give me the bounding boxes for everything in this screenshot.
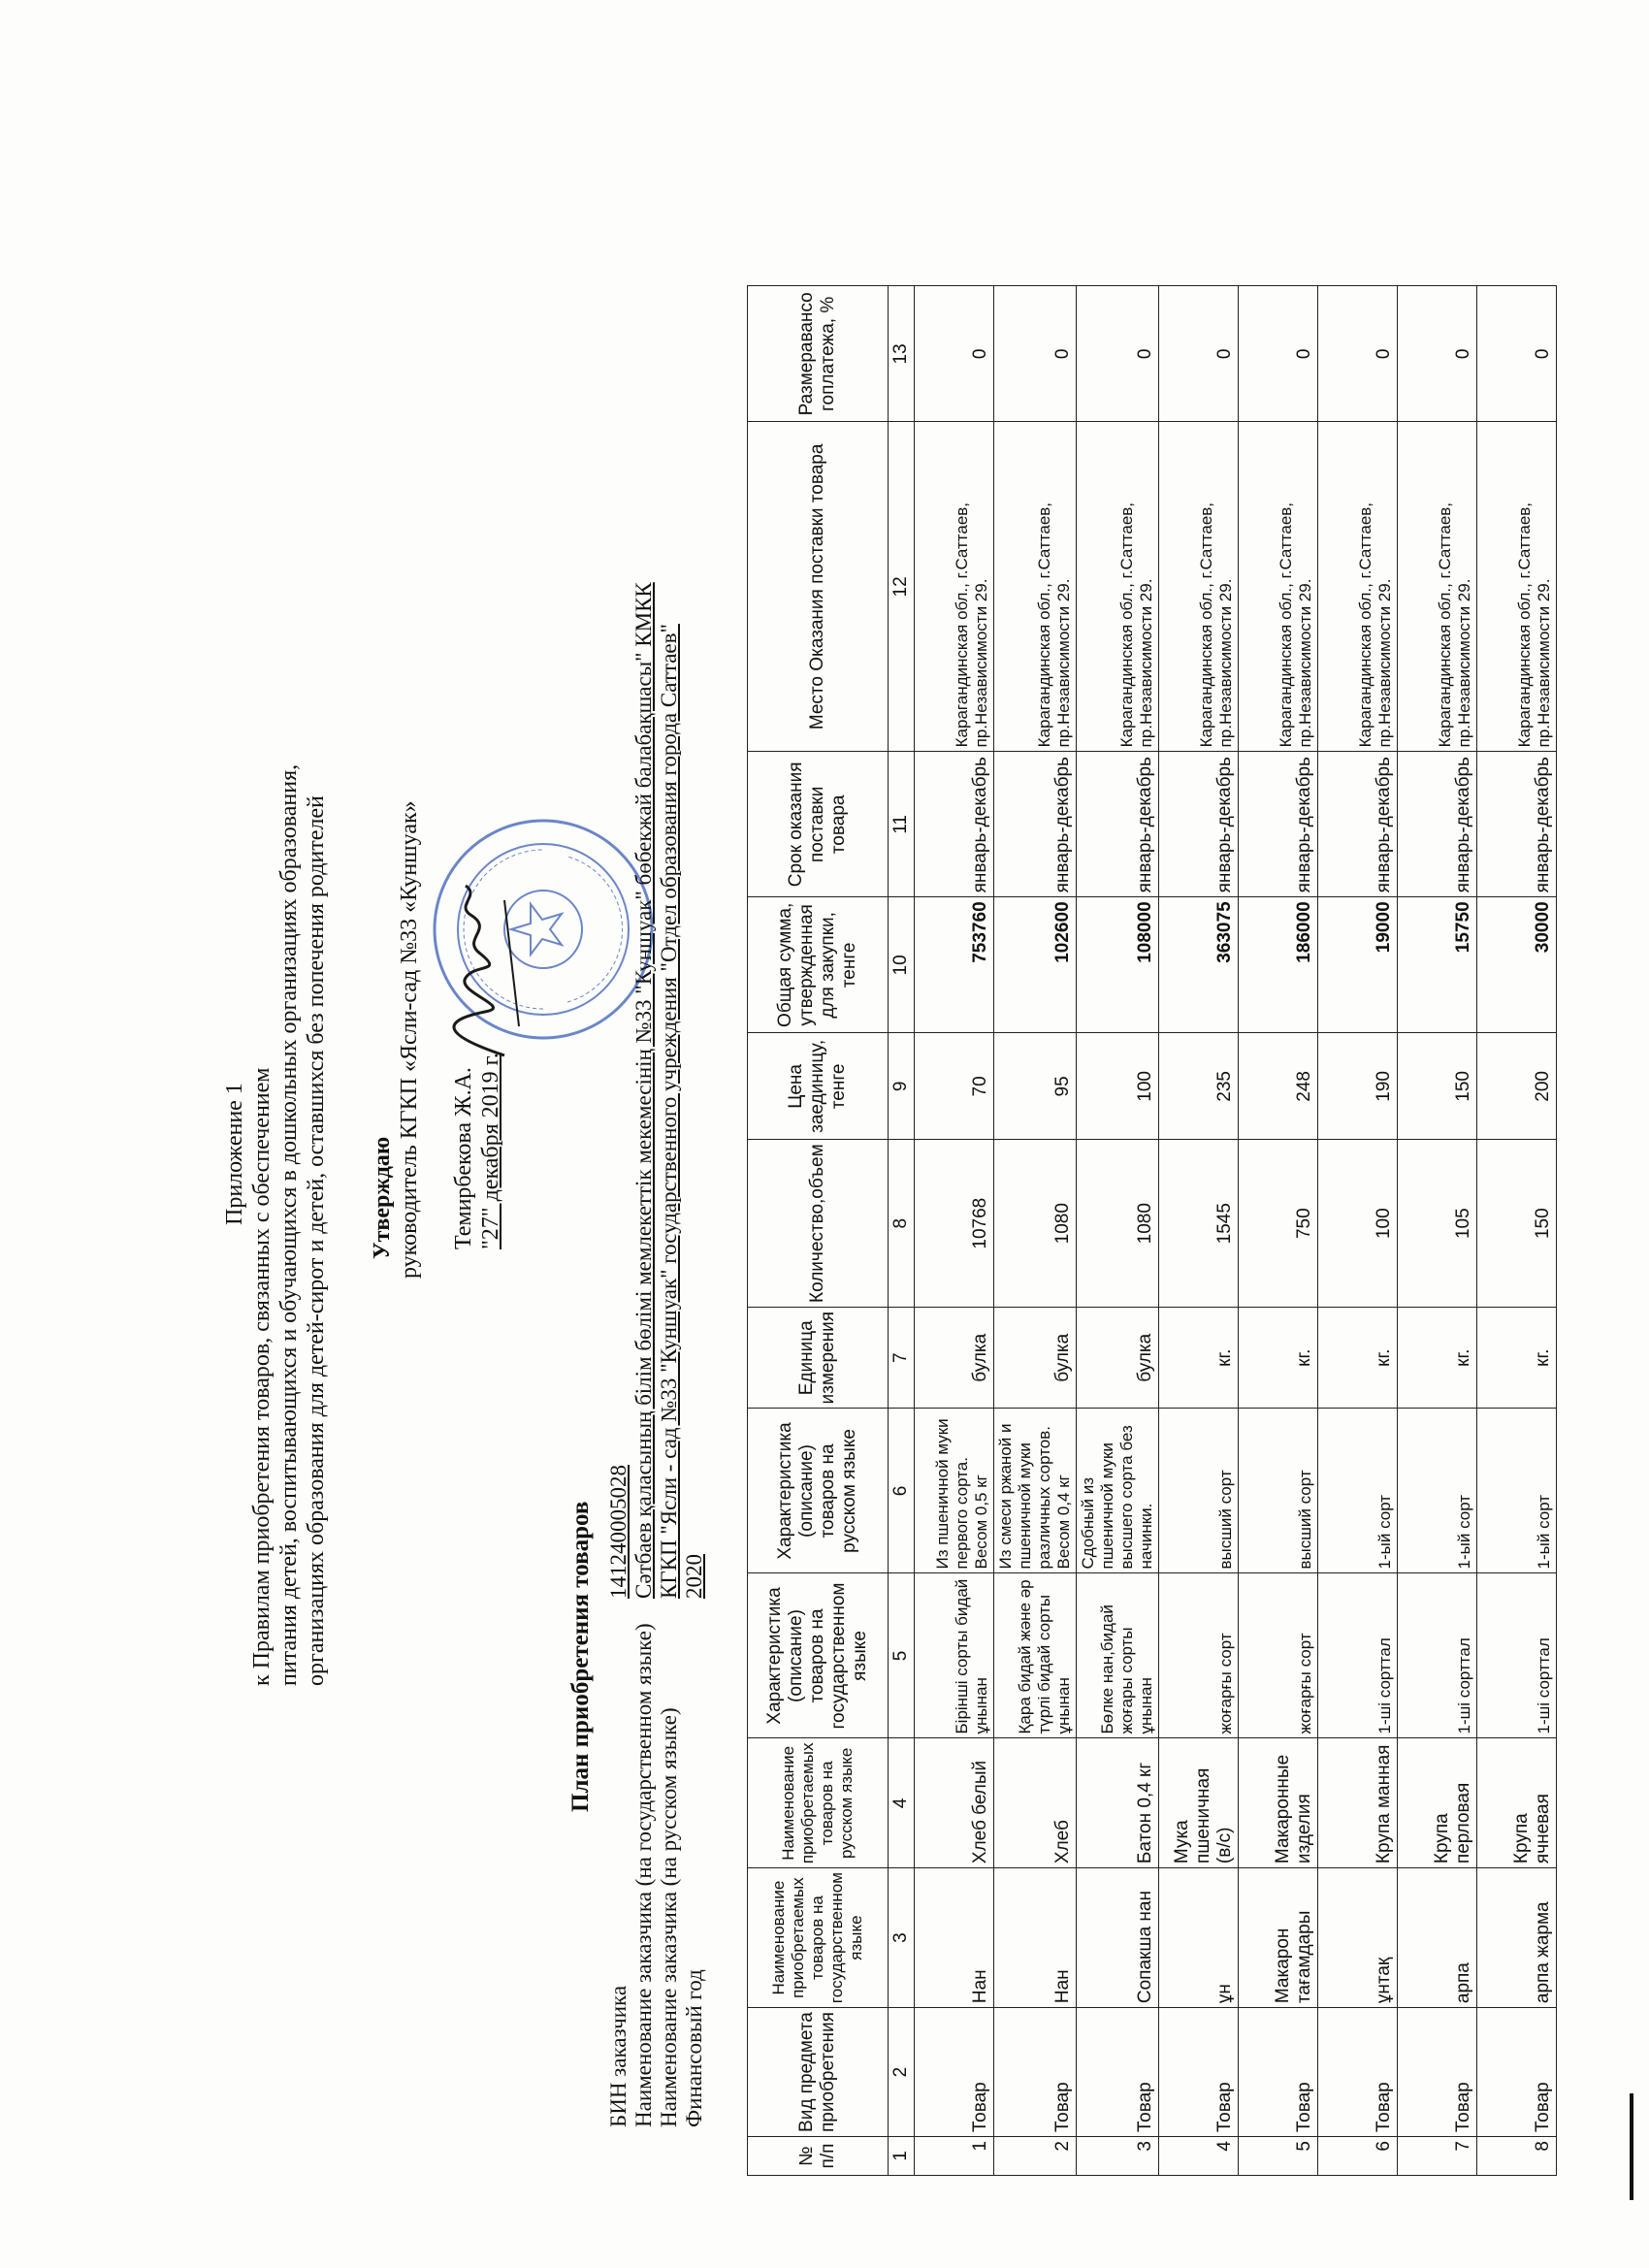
cell-desc-ru: 1-ый сорт [1398,1409,1477,1573]
cell-total: 363075 [1159,897,1239,1033]
col-header: Наименование приобретаемых товаров на русском языке [748,1738,889,1868]
table-row [915,286,994,2176]
cell-term: январь-декабрь [1077,752,1159,897]
cell-term: январь-декабрь [1398,752,1477,897]
cell-place: Карагандинская обл., г.Саттаев, пр.Независимости 29. [1077,422,1159,752]
cell-qty: 1545 [1159,1140,1239,1308]
col-number: 1 [889,2137,915,2176]
table-row [1239,286,1318,2176]
cell-desc-ru: Сдобный из пшеничной муки высшего сорта без начинки. [1077,1409,1159,1573]
cell-kind: Товар [994,2008,1077,2137]
col-number: 3 [889,1868,915,2008]
cell-price: 150 [1398,1033,1477,1140]
cell-name-kz: ұнтақ [1318,1868,1398,2008]
cell-name-ru: Крупа ячневая [1477,1738,1557,1868]
table-row [1477,286,1557,2176]
appendix-line-1: к Правилам приобретения товаров, связанных с обеспечением [249,1067,275,1686]
cell-price: 100 [1077,1033,1159,1140]
col-header: № п/п [748,2137,889,2176]
cell-advance: 0 [1159,286,1239,422]
cell-name-ru: Крупа манная [1318,1738,1398,1868]
cell-term: январь-декабрь [1318,752,1398,897]
cell-advance: 0 [1477,286,1557,422]
cell-desc-ru: высший сорт [1239,1409,1318,1573]
cell-place: Карагандинская обл., г.Саттаев, пр.Независимости 29. [1398,422,1477,752]
meta-value: Сәтбаев қаласының білім бөлімі мемлекеттік мекемесінің №33 "Куншуак" бөбекжай балабақшасы" КМКК [631,582,656,1599]
cell-kind: Товар [1477,2008,1557,2137]
cell-unit: булка [915,1308,994,1409]
cell-desc-kz: Бірінші сорты бидай ұнынан [915,1573,994,1738]
cell-unit: кг. [1477,1308,1557,1409]
table-row [1077,286,1159,2176]
cell-name-ru: Хлеб белый [915,1738,994,1868]
cell-qty: 1080 [994,1140,1077,1308]
cell-n: 3 [1077,2137,1159,2176]
cell-advance: 0 [1077,286,1159,422]
cell-total: 19000 [1318,897,1398,1033]
cell-name-kz: Сопакша нан [1077,1868,1159,2008]
cell-qty: 10768 [915,1140,994,1308]
cell-advance: 0 [915,286,994,422]
col-number: 13 [889,286,915,422]
cell-desc-kz: Бөлке нан,бидай жоғары сорты ұнынан [1077,1573,1159,1738]
cell-name-kz: арпа [1398,1868,1477,2008]
cell-total: 15750 [1398,897,1477,1033]
col-header: Место Оказания поставки товара [748,422,889,752]
meta-label: Наименование заказчика (на государственном языке) [631,1623,656,2127]
col-number: 11 [889,752,915,897]
cell-term: январь-декабрь [1239,752,1318,897]
cell-desc-kz: 1-ші сорттал [1398,1573,1477,1738]
cell-n: 7 [1398,2137,1477,2176]
cell-desc-ru: Из пшеничной муки первого сорта. Весом 0,5 кг [915,1409,994,1573]
cell-name-ru: Мука пшеничная (в/с) [1159,1738,1239,1868]
cell-qty: 750 [1239,1140,1318,1308]
cell-name-kz: арпа жарма [1477,1868,1557,2008]
cell-total: 753760 [915,897,994,1033]
cell-place: Карагандинская обл., г.Саттаев, пр.Независимости 29. [1477,422,1557,752]
cell-unit: кг. [1239,1308,1318,1409]
cell-qty: 150 [1477,1140,1557,1308]
cell-qty: 100 [1318,1140,1398,1308]
scan-edge-mark [1630,2093,1633,2200]
cell-advance: 0 [994,286,1077,422]
col-header: Общая сумма, утвержденная для закупки, тенге [748,897,889,1033]
cell-desc-kz: жоғарғы сорт [1159,1573,1239,1738]
cell-price: 248 [1239,1033,1318,1140]
meta-label: Финансовый год [682,1969,706,2127]
table-row [1318,286,1398,2176]
col-number: 4 [889,1738,915,1868]
appendix-block [221,764,330,1686]
cell-desc-ru: Из смеси ржаной и пшеничной муки различных сортов. Весом 0,4 кг [994,1409,1077,1573]
col-number: 2 [889,2008,915,2137]
cell-qty: 105 [1398,1140,1477,1308]
cell-name-kz: Нан [994,1868,1077,2008]
approval-name: Темирбекова Ж.А. [451,1067,476,1249]
col-header: Наименование приобретаемых товаров на государственном языке [748,1868,889,2008]
cell-unit: кг. [1398,1308,1477,1409]
cell-term: январь-декабрь [1159,752,1239,897]
cell-n: 8 [1477,2137,1557,2176]
cell-price: 200 [1477,1033,1557,1140]
cell-term: январь-декабрь [915,752,994,897]
col-header: Характеристика (описание) товаров на государственном языке [748,1573,889,1738]
cell-name-kz: Макарон тағамдары [1239,1868,1318,2008]
cell-desc-ru: высший сорт [1159,1409,1239,1573]
col-number: 8 [889,1140,915,1308]
table-row [1398,286,1477,2176]
approval-date: "27" декабря 2019 г. [478,1053,503,1249]
cell-desc-ru: 1-ый сорт [1318,1409,1398,1573]
cell-desc-kz: 1-ші сорттал [1477,1573,1557,1738]
cell-name-ru: Батон 0,4 кг [1077,1738,1159,1868]
cell-advance: 0 [1318,286,1398,422]
col-number: 7 [889,1308,915,1409]
cell-name-ru: Крупа перловая [1398,1738,1477,1868]
cell-unit: кг. [1159,1308,1239,1409]
cell-kind: Товар [915,2008,994,2137]
appendix-title: Приложение 1 [222,1083,247,1225]
purchase-plan-table [747,285,1557,2176]
cell-n: 5 [1239,2137,1318,2176]
column-number-row [889,286,915,2176]
meta-label: Наименование заказчика (на русском языке) [657,1707,681,2127]
cell-price: 95 [994,1033,1077,1140]
cell-kind: Товар [1398,2008,1477,2137]
cell-kind: Товар [1159,2008,1239,2137]
table-body [915,286,1557,2176]
meta-value: 2020 [682,1554,706,1599]
cell-total: 108000 [1077,897,1159,1033]
cell-name-ru: Макаронные изделия [1239,1738,1318,1868]
cell-n: 1 [915,2137,994,2176]
appendix-line-3: организациях образования для детей-сирот и детей, оставшихся без попечения родителей [304,795,329,1686]
col-header: Цена заединицу, тенге [748,1033,889,1140]
col-header: Вид предмета приобретения [748,2008,889,2137]
cell-total: 102600 [994,897,1077,1033]
cell-price: 235 [1159,1033,1239,1140]
col-header: Количество,объем [748,1140,889,1308]
cell-kind: Товар [1077,2008,1159,2137]
cell-place: Карагандинская обл., г.Саттаев, пр.Независимости 29. [994,422,1077,752]
approval-title: Утверждаю [370,1136,395,1259]
col-header: Срок оказания поставки товара [748,752,889,897]
cell-place: Карагандинская обл., г.Саттаев, пр.Независимости 29. [1159,422,1239,752]
cell-desc-ru: 1-ый сорт [1477,1409,1557,1573]
cell-n: 6 [1318,2137,1398,2176]
table-row [1159,286,1239,2176]
cell-kind: Товар [1239,2008,1318,2137]
meta-value: 141240005028 [606,1465,630,1599]
cell-n: 4 [1159,2137,1239,2176]
cell-name-kz: ұн [1159,1868,1239,2008]
cell-unit: булка [994,1308,1077,1409]
cell-total: 186000 [1239,897,1318,1033]
approval-position: руководитель КГКП «Ясли-сад №33 «Куншуак» [397,800,422,1279]
cell-place: Карагандинская обл., г.Саттаев, пр.Независимости 29. [1239,422,1318,752]
col-number: 12 [889,422,915,752]
cell-price: 190 [1318,1033,1398,1140]
signature-icon [427,881,534,1065]
cell-price: 70 [915,1033,994,1140]
plan-title: План приобретения товаров [567,1501,594,1812]
col-header: Характеристика (описание) товаров на русском языке [748,1409,889,1573]
col-number: 10 [889,897,915,1033]
cell-term: январь-декабрь [994,752,1077,897]
cell-place: Карагандинская обл., г.Саттаев, пр.Независимости 29. [915,422,994,752]
cell-qty: 1080 [1077,1140,1159,1308]
col-number: 6 [889,1409,915,1573]
cell-unit: булка [1077,1308,1159,1409]
cell-desc-kz: 1-ші сорттал [1318,1573,1398,1738]
cell-name-ru: Хлеб [994,1738,1077,1868]
col-header: Единица измерения [748,1308,889,1409]
cell-advance: 0 [1239,286,1318,422]
cell-advance: 0 [1398,286,1477,422]
cell-place: Карагандинская обл., г.Саттаев, пр.Независимости 29. [1318,422,1398,752]
col-number: 5 [889,1573,915,1738]
appendix-line-2: питания детей, воспитывающихся и обучающихся в дошкольных организациях образования, [276,763,302,1686]
cell-total: 30000 [1477,897,1557,1033]
meta-value: КГКП "Ясли - сад №33 "Куншуак" государственного учреждения "Отдел образования города Саттаев" [657,624,681,1599]
cell-desc-kz: Қара бидай және әр түрлі бидай сорты ұнынан [994,1573,1077,1738]
table-row [994,286,1077,2176]
cell-kind: Товар [1318,2008,1398,2137]
meta-label: БИН заказчика [606,1985,630,2127]
cell-name-kz: Нан [915,1868,994,2008]
header-row [748,286,889,2176]
cell-desc-kz: жоғарғы сорт [1239,1573,1318,1738]
col-number: 9 [889,1033,915,1140]
cell-term: январь-декабрь [1477,752,1557,897]
col-header: Размеравансо гоплатежа, % [748,286,889,422]
cell-n: 2 [994,2137,1077,2176]
cell-unit: кг. [1318,1308,1398,1409]
